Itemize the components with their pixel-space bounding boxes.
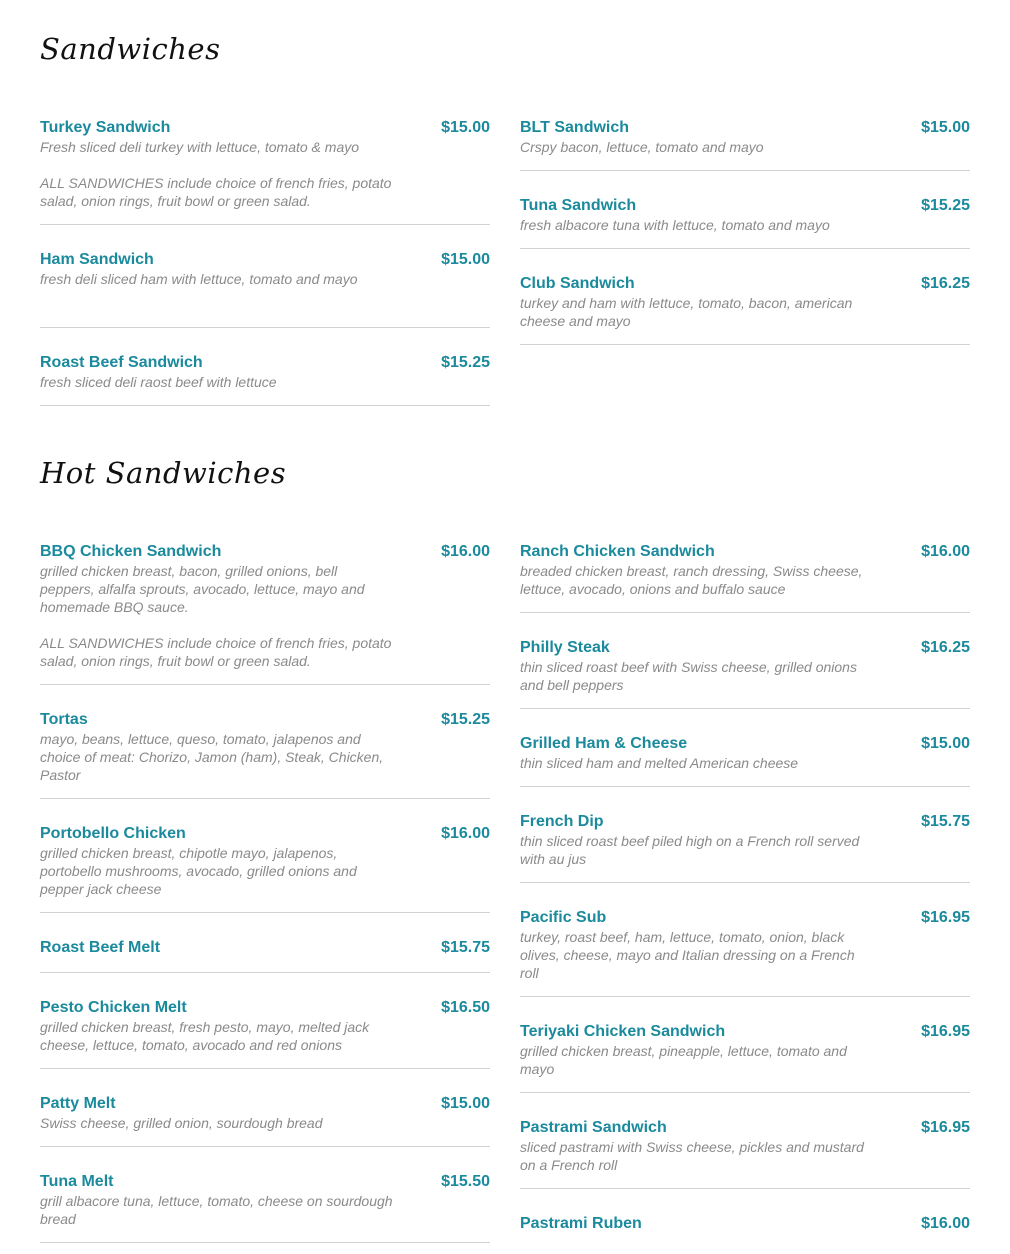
item-price: $15.50 <box>441 1173 490 1190</box>
item-name: Patty Melt <box>40 1095 116 1112</box>
item-price: $15.75 <box>921 813 970 830</box>
item-description: fresh sliced deli raost beef with lettuce <box>40 374 277 390</box>
item-price: $16.95 <box>921 1023 970 1040</box>
item-name: Pastrami Sandwich <box>520 1119 667 1136</box>
item-name: Tortas <box>40 711 88 728</box>
item-description: grilled chicken breast, fresh pesto, mayo, melted jack cheese, lettuce, tomato, avocado and red onions <box>40 1019 370 1053</box>
item-name: Ham Sandwich <box>40 251 154 268</box>
item-description: grill albacore tuna, lettuce, tomato, cheese on sourdough bread <box>40 1193 393 1227</box>
menu-item[interactable] <box>40 353 490 406</box>
item-price: $16.00 <box>441 543 490 560</box>
item-description: breaded chicken breast, ranch dressing, Swiss cheese, lettuce, avocado, onions and buffalo sauce <box>520 563 863 597</box>
item-description: mayo, beans, lettuce, queso, tomato, jalapenos and choice of meat: Chorizo, Jamon (ham), Steak, Chicken, Pastor <box>40 731 384 783</box>
menu-item[interactable] <box>40 1172 490 1243</box>
item-price: $15.00 <box>441 119 490 136</box>
section-title: Sandwiches <box>40 32 221 66</box>
item-name: BLT Sandwich <box>520 119 630 136</box>
item-price: $15.25 <box>441 711 490 728</box>
item-description: fresh deli sliced ham with lettuce, tomato and mayo <box>40 271 358 287</box>
item-description: Swiss cheese, grilled onion, sourdough bread <box>40 1115 323 1131</box>
item-name: Philly Steak <box>520 639 610 656</box>
item-name: BBQ Chicken Sandwich <box>40 543 222 560</box>
item-name: French Dip <box>520 813 604 830</box>
item-price: $15.25 <box>921 197 970 214</box>
item-description: Crspy bacon, lettuce, tomato and mayo <box>520 139 764 155</box>
menu-item[interactable] <box>520 542 970 613</box>
menu-item[interactable] <box>520 734 970 787</box>
menu-item[interactable] <box>520 908 970 997</box>
item-name: Pesto Chicken Melt <box>40 999 187 1016</box>
item-description: sliced pastrami with Swiss cheese, pickles and mustard on a French roll <box>520 1139 864 1173</box>
item-name: Roast Beef Sandwich <box>40 354 203 371</box>
menu-item[interactable] <box>520 118 970 171</box>
menu-item[interactable] <box>40 824 490 913</box>
item-description: grilled chicken breast, chipotle mayo, jalapenos, portobello mushrooms, avocado, grilled onions and pepper jack cheese <box>40 845 357 897</box>
item-price: $15.00 <box>921 119 970 136</box>
item-price: $16.25 <box>921 275 970 292</box>
item-name: Grilled Ham & Cheese <box>520 735 688 752</box>
item-price: $16.25 <box>921 639 970 656</box>
item-description: grilled chicken breast, bacon, grilled onions, bell peppers, alfalfa sprouts, avocado, lettuce, mayo and homemade BBQ sauce. <box>40 563 365 615</box>
item-price: $16.00 <box>441 825 490 842</box>
item-description: thin sliced ham and melted American cheese <box>520 755 799 771</box>
item-description: fresh albacore tuna with lettuce, tomato and mayo <box>520 217 830 233</box>
menu-item[interactable] <box>520 812 970 883</box>
menu-item[interactable] <box>40 118 490 225</box>
menu-item[interactable] <box>520 1214 970 1254</box>
sandwiches-section <box>40 0 970 400</box>
item-name: Turkey Sandwich <box>40 119 171 136</box>
menu-item[interactable] <box>40 998 490 1069</box>
section-title: Hot Sandwiches <box>40 456 287 490</box>
item-price: $16.95 <box>921 1119 970 1136</box>
item-description: grilled chicken breast, pineapple, lettuce, tomato and mayo <box>520 1043 847 1077</box>
menu-item[interactable] <box>520 1022 970 1093</box>
item-price: $15.00 <box>441 251 490 268</box>
item-price: $15.75 <box>441 939 490 956</box>
menu-item[interactable] <box>520 1118 970 1189</box>
item-name: Portobello Chicken <box>40 825 186 842</box>
item-price: $15.00 <box>921 735 970 752</box>
menu-item[interactable] <box>40 938 490 973</box>
item-description: turkey, roast beef, ham, lettuce, tomato, onion, black olives, cheese, mayo and Italian dressing on a French roll <box>520 929 855 981</box>
menu-item[interactable] <box>40 542 490 685</box>
item-description: Fresh sliced deli turkey with lettuce, tomato & mayo <box>40 139 360 155</box>
item-price: $16.00 <box>921 1215 970 1232</box>
hot-sandwiches-section <box>40 440 970 1232</box>
hot-sandwiches-left-column <box>40 542 490 1243</box>
item-price: $15.25 <box>441 354 490 371</box>
item-name: Pacific Sub <box>520 909 607 926</box>
item-name: Ranch Chicken Sandwich <box>520 543 715 560</box>
item-name: Tuna Sandwich <box>520 197 637 214</box>
hot-sandwiches-right-column <box>520 542 970 1254</box>
item-note: ALL SANDWICHES include choice of french fries, potato salad, onion rings, fruit bowl or green salad. <box>40 175 392 209</box>
item-description: thin sliced roast beef with Swiss cheese, grilled onions and bell peppers <box>520 659 857 693</box>
item-price: $16.50 <box>441 999 490 1016</box>
item-name: Tuna Melt <box>40 1173 114 1190</box>
item-name: Roast Beef Melt <box>40 939 161 956</box>
item-price: $16.00 <box>921 543 970 560</box>
item-name: Teriyaki Chicken Sandwich <box>520 1023 726 1040</box>
menu-item[interactable] <box>520 274 970 345</box>
menu-item[interactable] <box>520 196 970 249</box>
sandwiches-left-column <box>40 118 490 406</box>
item-price: $15.00 <box>441 1095 490 1112</box>
menu-item[interactable] <box>40 250 490 328</box>
item-description: thin sliced roast beef piled high on a French roll served with au jus <box>520 833 860 867</box>
menu-item[interactable] <box>40 1094 490 1147</box>
menu-item[interactable] <box>520 638 970 709</box>
item-name: Pastrami Ruben <box>520 1215 642 1232</box>
item-price: $16.95 <box>921 909 970 926</box>
menu-item[interactable] <box>40 710 490 799</box>
item-note: ALL SANDWICHES include choice of french fries, potato salad, onion rings, fruit bowl or green salad. <box>40 635 392 669</box>
item-name: Club Sandwich <box>520 275 635 292</box>
sandwiches-right-column <box>520 118 970 345</box>
item-description: turkey and ham with lettuce, tomato, bacon, american cheese and mayo <box>520 295 853 329</box>
